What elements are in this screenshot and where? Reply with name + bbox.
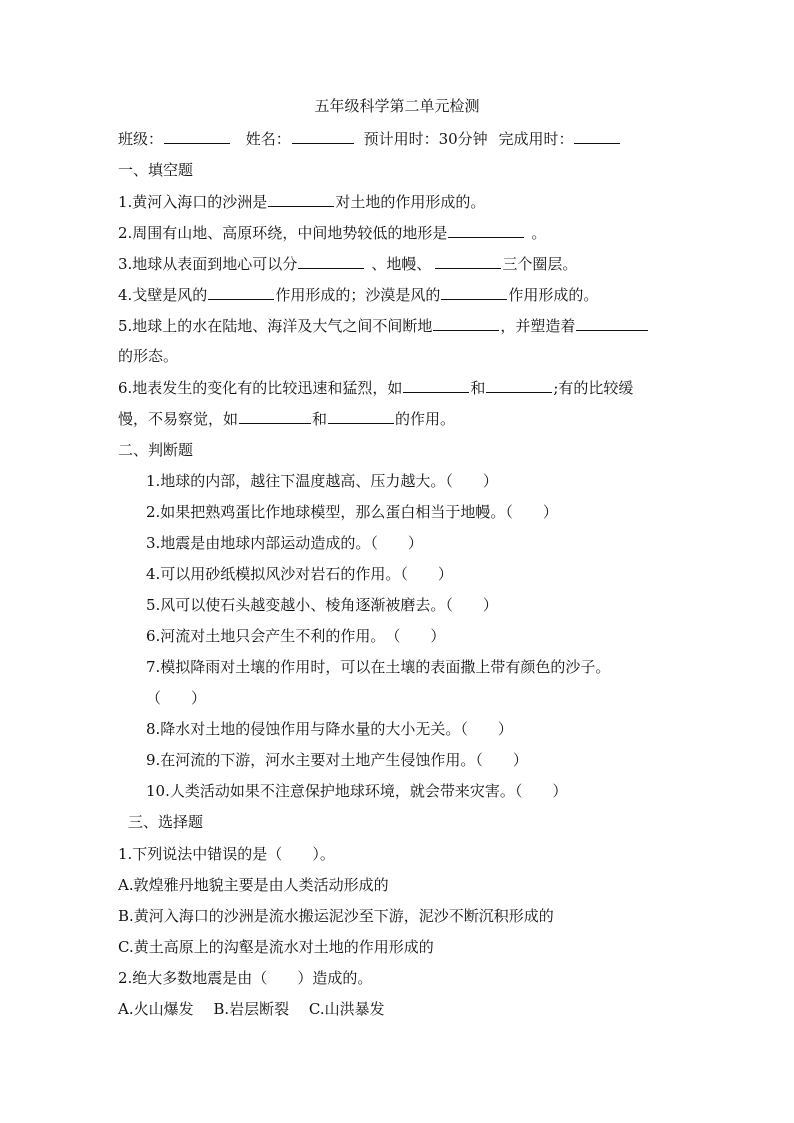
fill-question-6-cont [118, 408, 455, 429]
q3-text-c: 三个圈层。 [502, 255, 578, 273]
name-blank[interactable] [292, 128, 354, 144]
time-label: 预计用时：30分钟 [363, 130, 488, 148]
q3-blank-2[interactable] [435, 253, 501, 269]
judge-item-2: 2.如果把熟鸡蛋比作地球模型，那么蛋白相当于地幔。（ ） [146, 503, 558, 521]
q3-text-b: 、地幔、 [371, 255, 432, 273]
name-label: 姓名： [245, 130, 291, 148]
q2-text-b: 。 [531, 224, 547, 242]
judge-item-7-cont: （ ） [146, 689, 207, 707]
judge-item-7: 7.模拟降雨对土壤的作用时，可以在土壤的表面撒上带有颜色的沙子。 [146, 658, 611, 676]
q4-text-b: 作用形成的；沙漠是风的 [275, 286, 441, 304]
section1-heading: 一、填空题 [118, 161, 194, 179]
q1-text-a: 1.黄河入海口的沙洲是 [118, 193, 268, 211]
judge-item-9: 9.在河流的下游，河水主要对土地产生侵蚀作用。（ ） [146, 751, 528, 769]
section3-heading: 三、选择题 [128, 813, 204, 831]
q6-text-a: 6.地表发生的变化有的比较迅速和猛烈，如 [118, 379, 403, 397]
judge-item-6: 6.河流对土地只会产生不利的作用。 （ ） [146, 627, 446, 645]
choice-question-1: 1.下列说法中错误的是（ ）。 [118, 845, 335, 863]
q6-blank-3[interactable] [239, 408, 311, 424]
class-blank[interactable] [164, 128, 230, 144]
fill-question-5-cont: 的形态。 [118, 347, 179, 365]
class-label: 班级： [118, 130, 164, 148]
choice-2-options: A.火山爆发 B.岩层断裂 C.山洪暴发 [118, 1000, 385, 1018]
fill-question-1 [118, 191, 485, 212]
judge-item-10: 10.人类活动如果不注意保护地球环境，就会带来灾害。（ ） [146, 782, 568, 800]
fill-question-2 [118, 222, 546, 243]
section2-heading: 二、判断题 [118, 441, 194, 459]
q5-text-a: 5.地球上的水在陆地、海洋及大气之间不间断地 [118, 317, 433, 335]
judge-item-8: 8.降水对土地的侵蚀作用与降水量的大小无关。（ ） [146, 720, 513, 738]
page-title: 五年级科学第二单元检测 [314, 97, 480, 115]
done-blank[interactable] [574, 128, 620, 144]
q4-blank-1[interactable] [208, 284, 274, 300]
q6-text-b: 和 [470, 379, 486, 397]
q6-blank-2[interactable] [486, 377, 552, 393]
choice-1-option-c: C.黄土高原上的沟壑是流水对土地的作用形成的 [118, 938, 434, 956]
q2-text-a: 2.周围有山地、高原环绕，中间地势较低的地形是 [118, 224, 448, 242]
q2-blank[interactable] [448, 222, 524, 238]
q1-blank[interactable] [268, 191, 334, 207]
q6-text-f: 的作用。 [395, 410, 456, 428]
q3-text-a: 3.地球从表面到地心可以分 [118, 255, 298, 273]
fill-question-3 [118, 253, 577, 274]
fill-question-5 [118, 315, 649, 336]
q6-blank-1[interactable] [403, 377, 469, 393]
judge-item-1: 1.地球的内部，越往下温度越高、压力越大。（ ） [146, 472, 498, 490]
fill-question-6 [118, 377, 633, 398]
q4-text-a: 4.戈壁是风的 [118, 286, 208, 304]
q5-blank-2[interactable] [576, 315, 648, 331]
choice-1-option-a: A.敦煌雅丹地貌主要是由人类活动形成的 [118, 876, 389, 894]
q6-text-c: ;有的比较缓 [553, 379, 634, 397]
done-label: 完成用时： [498, 130, 574, 148]
judge-item-3: 3.地震是由地球内部运动造成的。（ ） [146, 534, 423, 552]
q6-blank-4[interactable] [328, 408, 394, 424]
q4-text-c: 作用形成的。 [508, 286, 599, 304]
q1-text-b: 对土地的作用形成的。 [335, 193, 486, 211]
q3-blank-1[interactable] [298, 253, 364, 269]
header-info-row [118, 128, 621, 149]
fill-question-4 [118, 284, 598, 305]
q5-text-b: ，并塑造着 [500, 317, 576, 335]
q4-blank-2[interactable] [441, 284, 507, 300]
judge-item-5: 5.风可以使石头越变越小、棱角逐渐被磨去。（ ） [146, 596, 498, 614]
q6-text-d: 慢，不易察觉，如 [118, 410, 239, 428]
choice-question-2: 2.绝大多数地震是由（ ）造成的。 [118, 969, 373, 987]
q6-text-e: 和 [312, 410, 328, 428]
judge-item-4: 4.可以用砂纸模拟风沙对岩石的作用。（ ） [146, 565, 453, 583]
choice-1-option-b: B.黄河入海口的沙洲是流水搬运泥沙至下游，泥沙不断沉积形成的 [118, 907, 554, 925]
q5-blank-1[interactable] [433, 315, 499, 331]
